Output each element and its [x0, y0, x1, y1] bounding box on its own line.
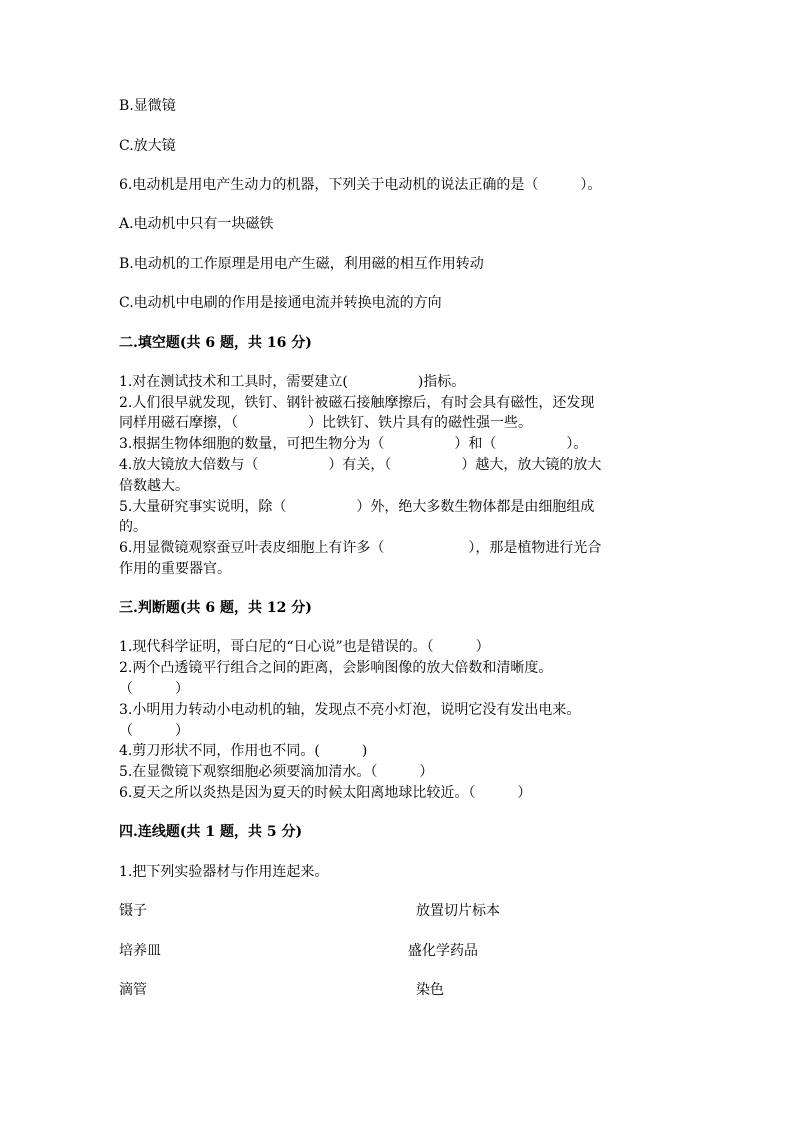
judge-line-1: 1.现代科学证明，哥白尼的“日心说”也是错误的。（ ） — [119, 639, 490, 655]
judge-line-8: 6.夏天之所以炎热是因为夏天的时候太阳离地球比较近。（ ） — [119, 785, 532, 801]
judge-line-3: （ ） — [119, 681, 189, 697]
judge-line-7: 5.在显微镜下观察细胞必须要滴加清水。（ ） — [119, 764, 434, 780]
right-item-1: 放置切片标本 — [416, 903, 500, 919]
judge-line-2: 2.两个凸透镜平行组合之间的距离，会影响图像的放大倍数和清晰度。 — [119, 660, 553, 676]
question-6-option-a: A.电动机中只有一块磁铁 — [119, 216, 274, 232]
fill-line-10: 作用的重要器官。 — [119, 561, 231, 577]
fill-line-5: 4.放大镜放大倍数与（ ）有关，（ ）越大，放大镜的放大 — [119, 457, 602, 473]
judge-line-5: （ ） — [119, 723, 189, 739]
matching-question: 1.把下列实验器材与作用连起来。 — [119, 864, 329, 880]
judge-line-4: 3.小明用力转动小电动机的轴，发现点不亮小灯泡，说明它没有发出电来。 — [119, 702, 581, 718]
left-item-3: 滴管 — [119, 982, 147, 998]
right-item-3: 染色 — [416, 982, 444, 998]
fill-line-1: 1.对在测试技术和工具时，需要建立( )指标。 — [119, 374, 466, 390]
option-b: B.显微镜 — [119, 98, 176, 114]
section-4-title: 四.连线题(共 1 题，共 5 分) — [119, 824, 303, 840]
question-6-option-c: C.电动机中电刷的作用是接通电流并转换电流的方向 — [119, 295, 442, 311]
fill-line-9: 6.用显微镜观察蚕豆叶表皮细胞上有许多（ ），那是植物进行光合 — [119, 540, 602, 556]
section-2-title: 二.填空题(共 6 题，共 16 分) — [119, 335, 312, 351]
option-c: C.放大镜 — [119, 138, 176, 154]
question-6-option-b: B.电动机的工作原理是用电产生磁，利用磁的相互作用转动 — [119, 256, 484, 272]
fill-line-8: 的。 — [119, 519, 147, 535]
fill-line-6: 倍数越大。 — [119, 478, 189, 494]
fill-line-2: 2.人们很早就发现，铁钉、钢针被磁石接触摩擦后，有时会具有磁性，还发现 — [119, 395, 595, 411]
fill-line-3: 同样用磁石摩擦，（ ）比铁钉、铁片具有的磁性强一些。 — [119, 415, 532, 431]
left-item-1: 镊子 — [119, 903, 147, 919]
question-6-stem: 6.电动机是用电产生动力的机器，下列关于电动机的说法正确的是（ ）。 — [119, 177, 602, 193]
right-item-2: 盛化学药品 — [408, 943, 478, 959]
fill-line-7: 5.大量研究事实说明，除（ ）外，绝大多数生物体都是由细胞组成 — [119, 499, 595, 515]
section-3-title: 三.判断题(共 6 题，共 12 分) — [119, 600, 312, 616]
judge-line-6: 4.剪刀形状不同，作用也不同。( ) — [119, 743, 368, 759]
left-item-2: 培养皿 — [119, 943, 161, 959]
fill-line-4: 3.根据生物体细胞的数量，可把生物分为（ ）和（ ）。 — [119, 436, 588, 452]
